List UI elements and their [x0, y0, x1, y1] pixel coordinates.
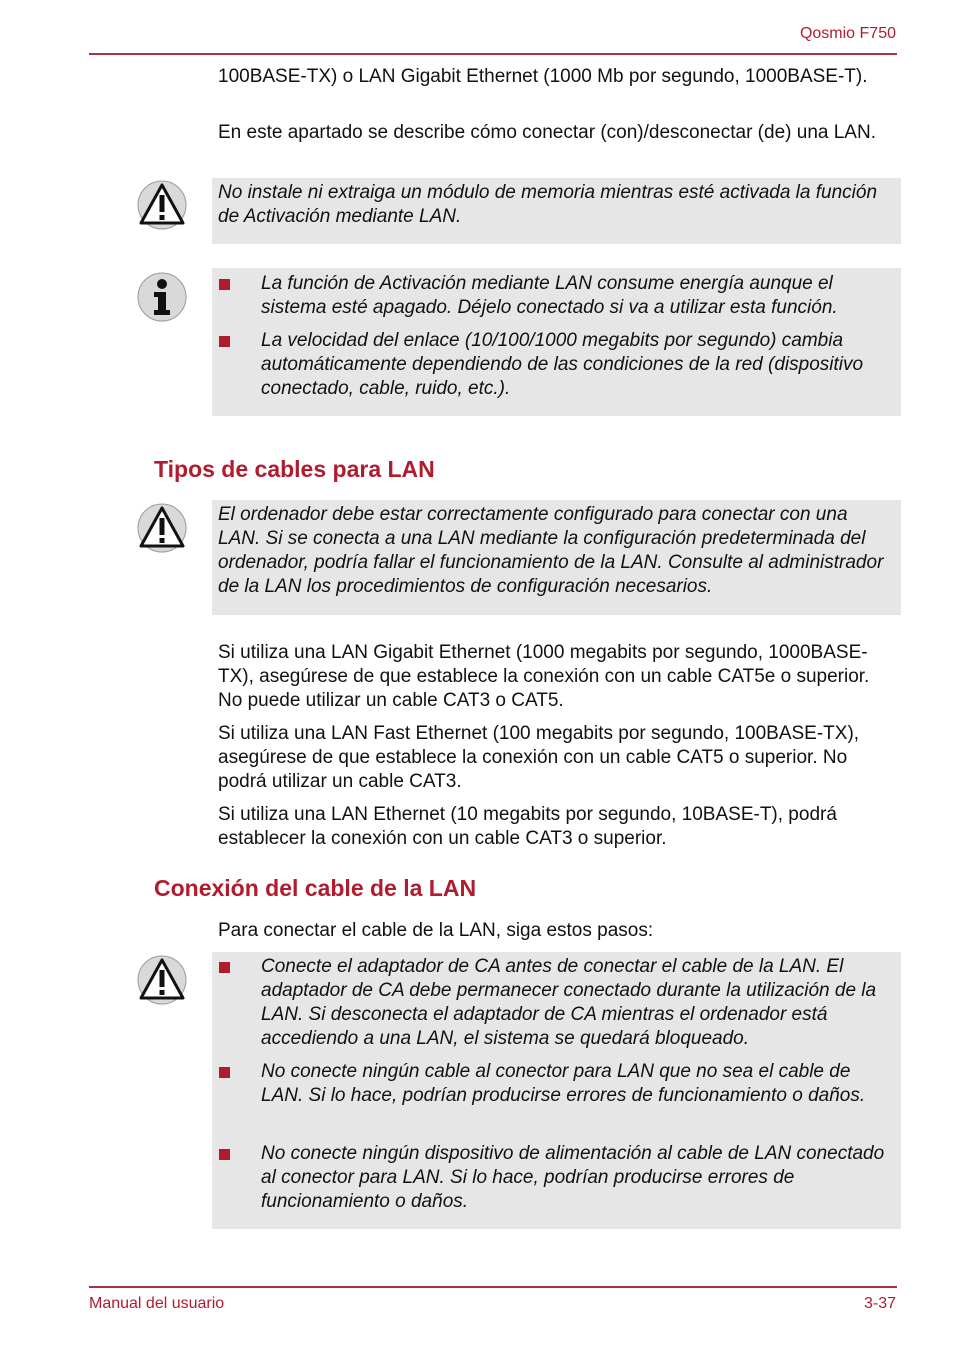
caution-box-configuration	[212, 500, 901, 615]
bullet-square	[219, 962, 230, 973]
caution-text: No instale ni extraiga un módulo de memoria mientras esté activada la función de Activación mediante LAN.	[218, 182, 878, 227]
info-icon	[137, 272, 187, 322]
connection-intro: Para conectar el cable de la LAN, siga estos pasos:	[218, 920, 654, 941]
cable-paragraph-gigabit: Si utiliza una LAN Gigabit Ethernet (1000 megabits por segundo, 1000BASE-TX), asegúrese de que establece la conexión con un cable CAT5e o superior. No puede utilizar un cable CAT3 o CAT5.	[218, 642, 870, 711]
note-item-1: La función de Activación mediante LAN consume energía aunque el sistema esté apagado. Déjelo conectado si va a utilizar esta función.	[261, 273, 838, 318]
note-item-2: La velocidad del enlace (10/100/1000 megabits por segundo) cambia automáticamente dependiendo de las condiciones de la red (dispositivo conectado, cable, ruido, etc.).	[261, 330, 864, 399]
section-heading-cable-connection: Conexión del cable de la LAN	[154, 875, 477, 901]
bullet-square	[219, 279, 230, 290]
page-header-title: Qosmio F750	[799, 25, 896, 42]
warning-triangle-icon	[137, 503, 187, 553]
note-box-wake-on-lan	[212, 268, 901, 416]
cable-paragraph-ethernet: Si utiliza una LAN Ethernet (10 megabits por segundo, 10BASE-T), podrá establecer la conexión con un cable CAT3 o superior.	[218, 804, 837, 849]
caution-text: El ordenador debe estar correctamente configurado para conectar con una LAN. Si se conecta a una LAN mediante la configuración predeterminada del ordenador, podría fallar el funcionamiento de la LAN. Consulte al administrador de la LAN los procedimientos de configuración necesarios.	[218, 504, 884, 597]
bullet-square	[219, 1067, 230, 1078]
footer-rule	[89, 1286, 897, 1288]
intro-paragraph-1: 100BASE-TX) o LAN Gigabit Ethernet (1000 Mb por segundo, 1000BASE-T).	[218, 66, 868, 87]
caution-item-2: No conecte ningún cable al conector para LAN que no sea el cable de LAN. Si lo hace, podrían producirse errores de funcionamiento o daños.	[261, 1061, 866, 1106]
caution-box-memory	[212, 178, 901, 244]
bullet-square	[219, 1149, 230, 1160]
bullet-square	[219, 336, 230, 347]
section-heading-cable-types: Tipos de cables para LAN	[154, 456, 435, 482]
caution-item-1: Conecte el adaptador de CA antes de conectar el cable de la LAN. El adaptador de CA debe permanecer conectado durante la utilización de la LAN. Si desconecta el adaptador de CA mientras el ordenador está accediendo a una LAN, el sistema se quedará bloqueado.	[261, 956, 877, 1049]
warning-triangle-icon	[137, 180, 187, 230]
intro-paragraph-2: En este apartado se describe cómo conectar (con)/desconectar (de) una LAN.	[218, 122, 876, 143]
caution-item-3: No conecte ningún dispositivo de alimentación al cable de LAN conectado al conector para LAN. Si lo hace, podrían producirse errores de funcionamiento o daños.	[261, 1143, 885, 1212]
footer-manual-title: Manual del usuario	[89, 1295, 225, 1312]
cable-paragraph-fast-ethernet: Si utiliza una LAN Fast Ethernet (100 megabits por segundo, 100BASE-TX), asegúrese de que establece la conexión con un cable CAT5 o superior. No podrá utilizar un cable CAT3.	[218, 723, 860, 792]
footer-page-number: 3-37	[863, 1295, 896, 1312]
header-rule	[89, 53, 897, 55]
caution-box-connection	[212, 952, 901, 1229]
warning-triangle-icon	[137, 955, 187, 1005]
